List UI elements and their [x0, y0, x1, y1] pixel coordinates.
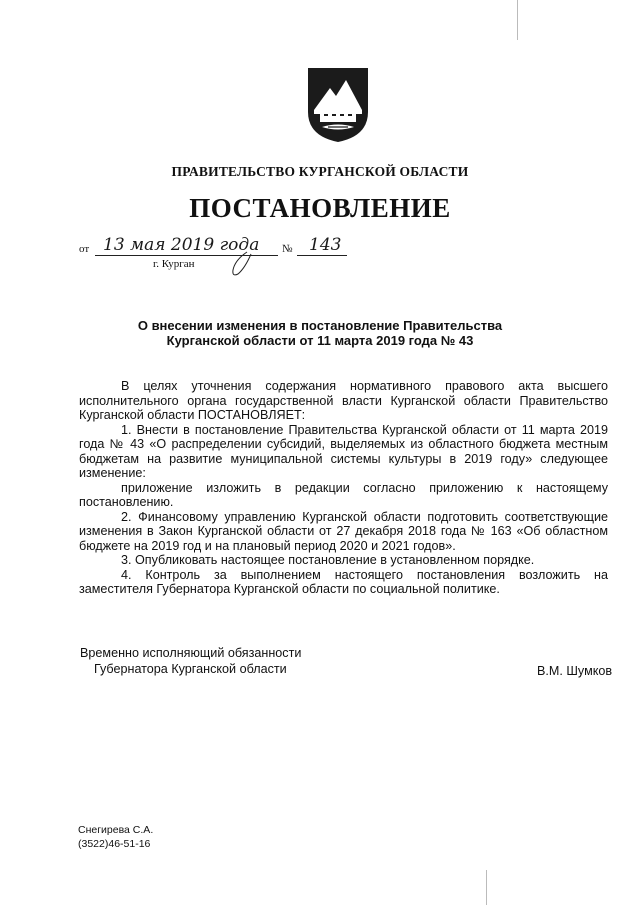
government-title: ПРАВИТЕЛЬСТВО КУРГАНСКОЙ ОБЛАСТИ	[171, 164, 469, 179]
executor-phone: (3522)46-51-16	[78, 838, 151, 850]
margin-mark	[486, 870, 487, 905]
signatory-position	[80, 646, 301, 677]
handwritten-date: 13 мая 2019 года	[103, 235, 260, 255]
signatory-name: В.М. Шумков	[537, 664, 613, 678]
number-underline	[297, 255, 347, 256]
executor-name: Снегирева С.А.	[78, 824, 154, 836]
handwritten-number: 143	[309, 235, 342, 255]
document-type-title: ПОСТАНОВЛЕНИЕ	[189, 193, 451, 223]
paragraph-item-4: 4. Контроль за выполнением настоящего постановления возложить на заместителя Губернатора Курганской области по социальной политике.	[79, 567, 608, 596]
paragraph-item-2: 2. Финансовому управлению Курганской области подготовить соответствующие изменения в Закон Курганской области от 27 декабря 2018 года № 163 «Об областном бюджете на 2019 год и на плановый период 2020 и 2021 годов».	[79, 509, 608, 553]
executor-info	[78, 823, 153, 851]
signatory-position-line-1: Временно исполняющий обязанности	[80, 646, 302, 660]
document-subject	[0, 318, 640, 348]
paragraph-preamble: В целях уточнения содержания нормативного правового акта высшего исполнительного органа государственной власти Курганской области Правительство Курганской области ПОСТАНОВЛЯЕТ:	[79, 379, 608, 422]
paragraph-item-3: 3. Опубликовать настоящее постановление в установленном порядке.	[121, 553, 535, 567]
signatory-position-line-2: Губернатора Курганской области	[94, 661, 287, 676]
coat-of-arms-emblem	[306, 66, 370, 144]
subject-line-1: О внесении изменения в постановление Правительства	[137, 318, 503, 333]
paragraph-item-1-change: приложение изложить в редакции согласно приложению к настоящему постановлению.	[79, 480, 608, 509]
paragraph-item-1: 1. Внести в постановление Правительства Курганской области от 11 марта 2019 года № 43 «О распределении субсидий, выделяемых из областного бюджета местным бюджетам на развитие муниципальной системы культуры в 2019 году» следующее изменение:	[79, 422, 608, 480]
city-label: г. Курган	[153, 258, 195, 270]
handwriting-stroke	[225, 250, 255, 278]
subject-line-2: Курганской области от 11 марта 2019 года № 43	[166, 333, 474, 348]
date-prefix-label: от	[79, 243, 90, 255]
margin-mark	[517, 0, 518, 40]
number-prefix-label: №	[282, 243, 293, 255]
document-body	[79, 379, 608, 597]
